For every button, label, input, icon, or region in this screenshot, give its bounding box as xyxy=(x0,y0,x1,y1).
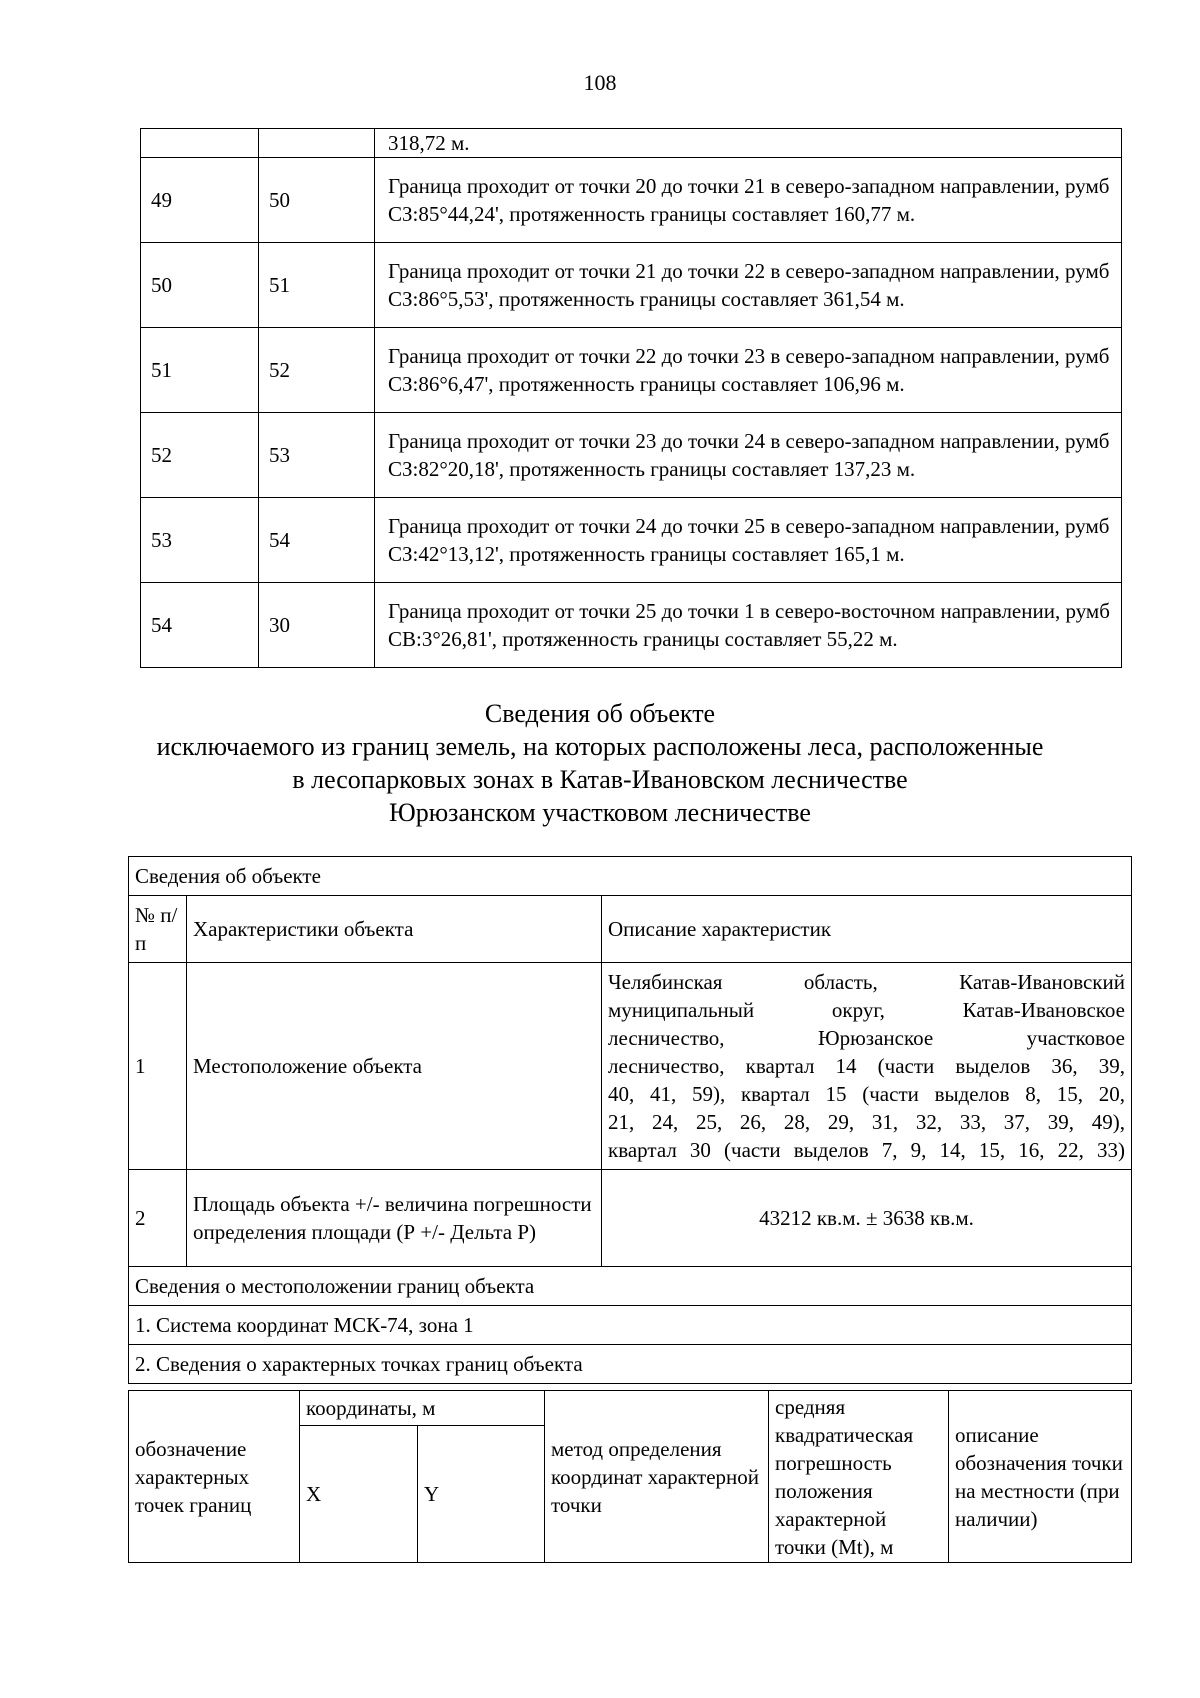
description-cell: Граница проходит от точки 25 до точки 1 в северо-восточном направлении, румб СВ:3°26,81', протяженность границы составляет 55,22 м. xyxy=(375,583,1122,668)
heading-line: в лесопарковых зонах в Катав-Ивановском лесничестве xyxy=(292,765,908,794)
location-line: лесничество, Юрюзанское участковое xyxy=(608,1026,1125,1050)
to-point-cell: 53 xyxy=(259,413,375,498)
table-row xyxy=(141,129,1122,158)
row-number-cell: 1 xyxy=(129,963,187,1170)
table-row xyxy=(129,963,1132,1170)
row-number-cell: 2 xyxy=(129,1170,187,1267)
description-cell: Граница проходит от точки 21 до точки 22 в северо-западном направлении, румб СЗ:86°5,53', протяженность границы составляет 361,54 м. xyxy=(375,243,1122,328)
characteristics-header: Характеристики объекта xyxy=(187,896,602,963)
description-cell: 318,72 м. xyxy=(375,129,1122,158)
terrain-header: описание обозначения точки на местности (при наличии) xyxy=(949,1391,1132,1563)
table-row xyxy=(141,498,1122,583)
x-header: X xyxy=(300,1426,418,1563)
description-cell: Граница проходит от точки 23 до точки 24 в северо-западном направлении, румб СЗ:82°20,18', протяженность границы составляет 137,23 м. xyxy=(375,413,1122,498)
section-title-cell: Сведения об объекте xyxy=(129,857,1132,896)
to-point-cell: 30 xyxy=(259,583,375,668)
characteristic-name-cell: Местоположение объекта xyxy=(187,963,602,1170)
designation-header: обозначение характерных точек границ xyxy=(129,1391,300,1563)
points-section-cell: 2. Сведения о характерных точках границ объекта xyxy=(129,1345,1132,1384)
to-point-cell: 51 xyxy=(259,243,375,328)
description-cell: Граница проходит от точки 22 до точки 23 в северо-западном направлении, румб СЗ:86°6,47', протяженность границы составляет 106,96 м. xyxy=(375,328,1122,413)
table-row xyxy=(129,1170,1132,1267)
area-value-cell: 43212 кв.м. ± 3638 кв.м. xyxy=(602,1170,1132,1267)
page-number: 108 xyxy=(583,70,617,95)
table-row xyxy=(141,243,1122,328)
location-line: Челябинская область, Катав-Ивановский xyxy=(608,970,1125,994)
from-point-cell: 52 xyxy=(141,413,259,498)
from-point-cell: 50 xyxy=(141,243,259,328)
heading-line: исключаемого из границ земель, на которых расположены леса, расположенные xyxy=(156,732,1044,761)
to-point-cell: 50 xyxy=(259,158,375,243)
from-point-cell: 54 xyxy=(141,583,259,668)
section-heading xyxy=(0,697,1200,829)
description-cell: Граница проходит от точки 20 до точки 21 в северо-западном направлении, румб СЗ:85°44,24', протяженность границы составляет 160,77 м. xyxy=(375,158,1122,243)
coord-system-cell: 1. Система координат МСК-74, зона 1 xyxy=(129,1306,1132,1345)
description-cell: Граница проходит от точки 24 до точки 25 в северо-западном направлении, румб СЗ:42°13,12', протяженность границы составляет 165,1 м. xyxy=(375,498,1122,583)
table-row xyxy=(141,158,1122,243)
location-line: квартал 30 (части выделов 7, 9, 14, 15, 16, 22, 33) xyxy=(608,1138,1125,1162)
location-value-cell xyxy=(602,963,1132,1170)
to-point-cell xyxy=(259,129,375,158)
object-info-table xyxy=(128,856,1132,1384)
heading-line: Сведения об объекте xyxy=(484,699,716,728)
from-point-cell xyxy=(141,129,259,158)
to-point-cell: 54 xyxy=(259,498,375,583)
location-line: муниципальный округ, Катав-Ивановское xyxy=(608,998,1125,1022)
number-header: № п/п xyxy=(129,896,187,963)
table-row xyxy=(141,328,1122,413)
error-header: средняя квадратическая погрешность положения характерной точки (Mt), м xyxy=(769,1391,949,1563)
description-header: Описание характеристик xyxy=(602,896,1132,963)
location-line: 21, 24, 25, 26, 28, 29, 31, 32, 33, 37, 39, 49), xyxy=(608,1110,1125,1134)
table-row xyxy=(141,413,1122,498)
table-header-row xyxy=(129,1391,1132,1426)
location-line: 40, 41, 59), квартал 15 (части выделов 8, 15, 20, xyxy=(608,1082,1125,1106)
table-row xyxy=(129,1267,1132,1306)
table-row xyxy=(141,583,1122,668)
from-point-cell: 49 xyxy=(141,158,259,243)
characteristic-name-cell: Площадь объекта +/- величина погрешности определения площади (Р +/- Дельта Р) xyxy=(187,1170,602,1267)
boundary-section-cell: Сведения о местоположении границ объекта xyxy=(129,1267,1132,1306)
y-header: Y xyxy=(418,1426,545,1563)
table-row xyxy=(129,1345,1132,1384)
from-point-cell: 51 xyxy=(141,328,259,413)
table-row xyxy=(129,1306,1132,1345)
method-header: метод определения координат характерной точки xyxy=(545,1391,769,1563)
from-point-cell: 53 xyxy=(141,498,259,583)
coords-header: координаты, м xyxy=(300,1391,545,1426)
boundary-table xyxy=(140,128,1122,668)
table-row xyxy=(129,857,1132,896)
points-header-table xyxy=(128,1390,1132,1563)
table-header-row xyxy=(129,896,1132,963)
to-point-cell: 52 xyxy=(259,328,375,413)
location-line: лесничество, квартал 14 (части выделов 36, 39, xyxy=(608,1054,1125,1078)
heading-line: Юрюзанском участковом лесничестве xyxy=(389,798,811,827)
